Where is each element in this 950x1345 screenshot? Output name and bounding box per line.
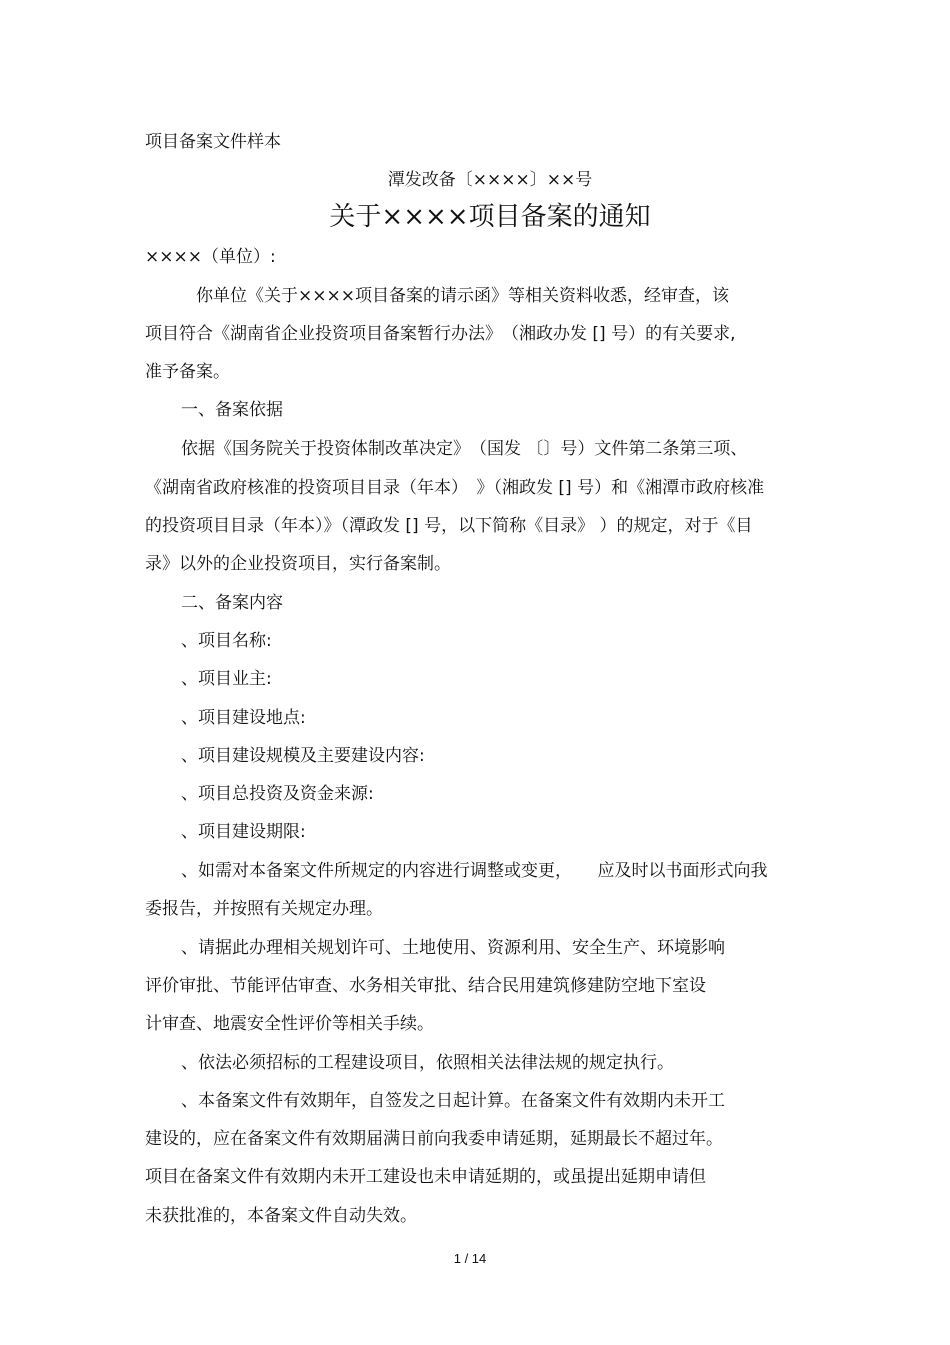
body-line: 项目符合《湖南省企业投资项目备案暂行办法》 （湘政办发 [] 号）的有关要求, <box>145 324 736 344</box>
body-line: 准予备案。 <box>145 362 230 382</box>
list-item: 、项目名称: <box>181 631 272 651</box>
section-heading: 二、备案内容 <box>181 593 283 613</box>
list-item: 、请据此办理相关规划许可、土地使用、资源利用、安全生产、环境影响 <box>181 938 725 958</box>
list-item: 、项目总投资及资金来源: <box>181 784 374 804</box>
body-line: 项目在备案文件有效期内未开工建设也未申请延期的，或虽提出延期申请但 <box>145 1167 706 1187</box>
list-item: 、项目业主: <box>181 669 272 689</box>
sample-label: 项目备案文件样本 <box>145 132 281 152</box>
document-number: 潭发改备〔××××〕××号 <box>387 170 593 190</box>
body-line: 计审查、地震安全性评价等相关手续。 <box>145 1014 434 1034</box>
body-line: 未获批准的，本备案文件自动失效。 <box>145 1206 417 1226</box>
page-indicator: 1 / 14 <box>453 1251 487 1266</box>
body-line: 建设的，应在备案文件有效期届满日前向我委申请延期，延期最长不超过年。 <box>145 1129 723 1149</box>
body-line: 的投资项目目录（年本）》（潭政发 [] 号，以下简称《目录》 ）的规定，对于《目 <box>145 516 753 536</box>
document-title: 关于××××项目备案的通知 <box>329 202 651 232</box>
list-item: 、依法必须招标的工程建设项目，依照相关法律法规的规定执行。 <box>181 1053 674 1073</box>
body-line: 录》以外的企业投资项目，实行备案制。 <box>145 554 451 574</box>
list-item: 、项目建设规模及主要建设内容: <box>181 746 425 766</box>
section-heading: 一、备案依据 <box>181 400 283 420</box>
list-item: 、如需对本备案文件所规定的内容进行调整或变更， 应及时以书面形式向我 <box>181 861 768 881</box>
body-line: 评价审批、节能评估审查、水务相关审批、结合民用建筑修建防空地下室设 <box>145 976 706 996</box>
list-item: 、项目建设期限: <box>181 822 306 842</box>
body-line: 《湖南省政府核准的投资项目目录（年本） 》（湘政发 [] 号）和《湘潭市政府核准 <box>145 478 765 498</box>
body-line: 委报告，并按照有关规定办理。 <box>145 899 383 919</box>
body-line: 依据《国务院关于投资体制改革决定》 （国发 〔〕号）文件第二条第三项、 <box>181 439 748 459</box>
addressee: ××××（单位）: <box>145 247 276 267</box>
body-line: 你单位《关于××××项目备案的请示函》等相关资料收悉，经审查，该 <box>196 286 729 306</box>
list-item: 、本备案文件有效期年，自签发之日起计算。在备案文件有效期内未开工 <box>181 1091 725 1111</box>
list-item: 、项目建设地点: <box>181 708 306 728</box>
